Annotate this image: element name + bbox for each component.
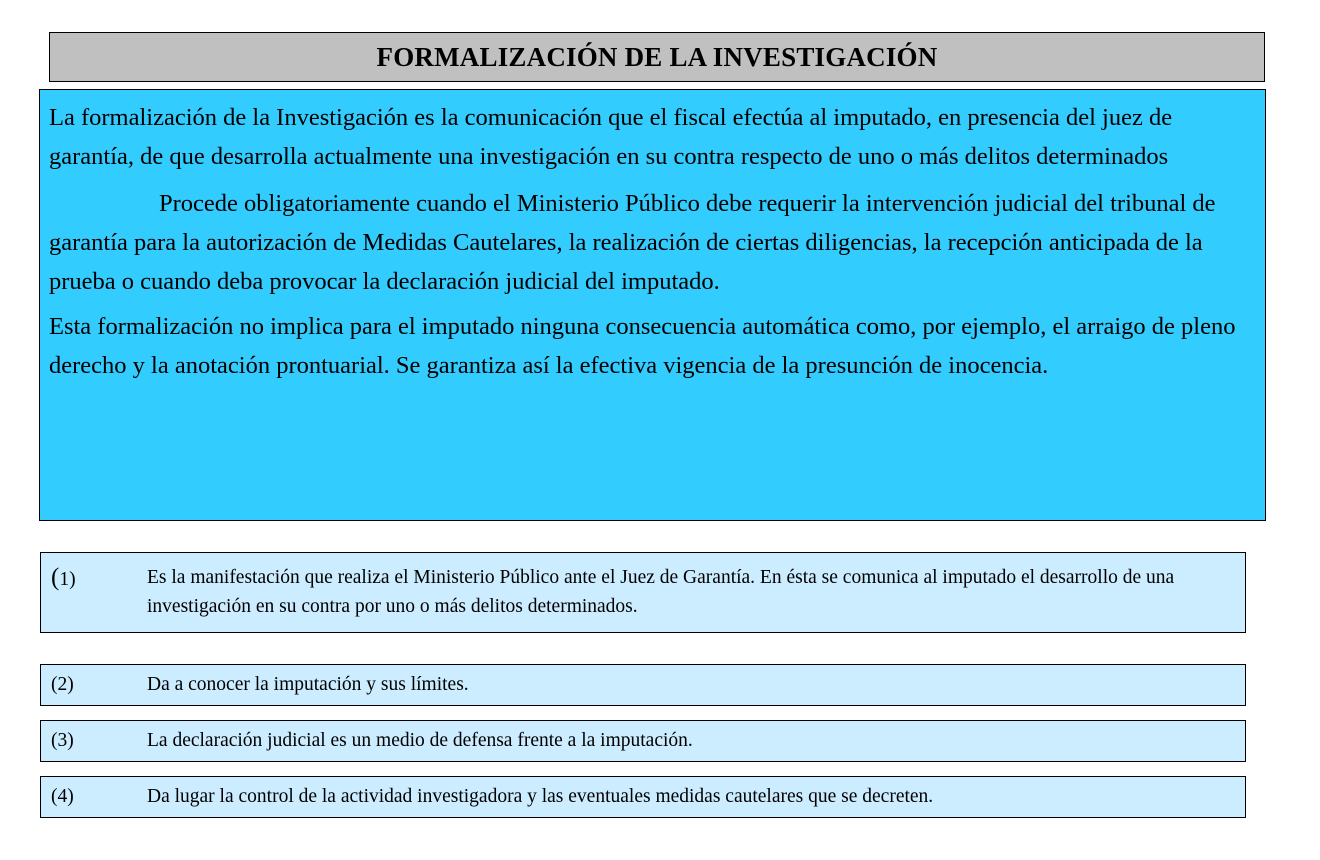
page-title: FORMALIZACIÓN DE LA INVESTIGACIÓN [376, 41, 938, 72]
item-number-1-value: 1) [59, 569, 76, 590]
item-number-3: (3) [51, 730, 74, 751]
item-number-1-paren: ( [51, 564, 60, 591]
item-text-4: Da lugar la control de la actividad investigadora y las eventuales medidas cautelares que se decreten. [147, 786, 934, 807]
list-item-3 [40, 720, 1246, 762]
definition-panel [39, 89, 1266, 521]
item-text-1: Es la manifestación que realiza el Ministerio Público ante el Juez de Garantía. En ésta se comunica al imputado el desarrollo de una investigación en su contra por uno o más delitos determinados. [147, 567, 1175, 617]
title-banner [49, 32, 1265, 82]
list-item-2 [40, 664, 1246, 706]
item-number-1 [51, 563, 147, 594]
list-item-4 [40, 776, 1246, 818]
item-number-4: (4) [51, 786, 74, 807]
definition-paragraph: La formalización de la Investigación es la comunicación que el fiscal efectúa al imputado, en presencia del juez de garantía, de que desarrolla actualmente una investigación en su contra respecto de uno o más delitos determinados [49, 104, 1173, 170]
procedure-paragraph: Procede obligatoriamente cuando el Ministerio Público debe requerir la intervención judicial del tribunal de garantía para la autorización de Medidas Cautelares, la realización de ciertas diligencias, la recepción anticipada de la prueba o cuando deba provocar la declaración judicial del imputado. [49, 190, 1216, 295]
consequence-paragraph: Esta formalización no implica para el imputado ninguna consecuencia automática como, por ejemplo, el arraigo de pleno derecho y la anotación prontuarial. Se garantiza así la efectiva vigencia de la presunción de inocencia. [49, 313, 1236, 379]
item-text-3: La declaración judicial es un medio de defensa frente a la imputación. [147, 730, 693, 751]
item-number-2: (2) [51, 674, 74, 695]
list-item-1 [40, 552, 1246, 633]
item-text-2: Da a conocer la imputación y sus límites. [147, 674, 469, 695]
